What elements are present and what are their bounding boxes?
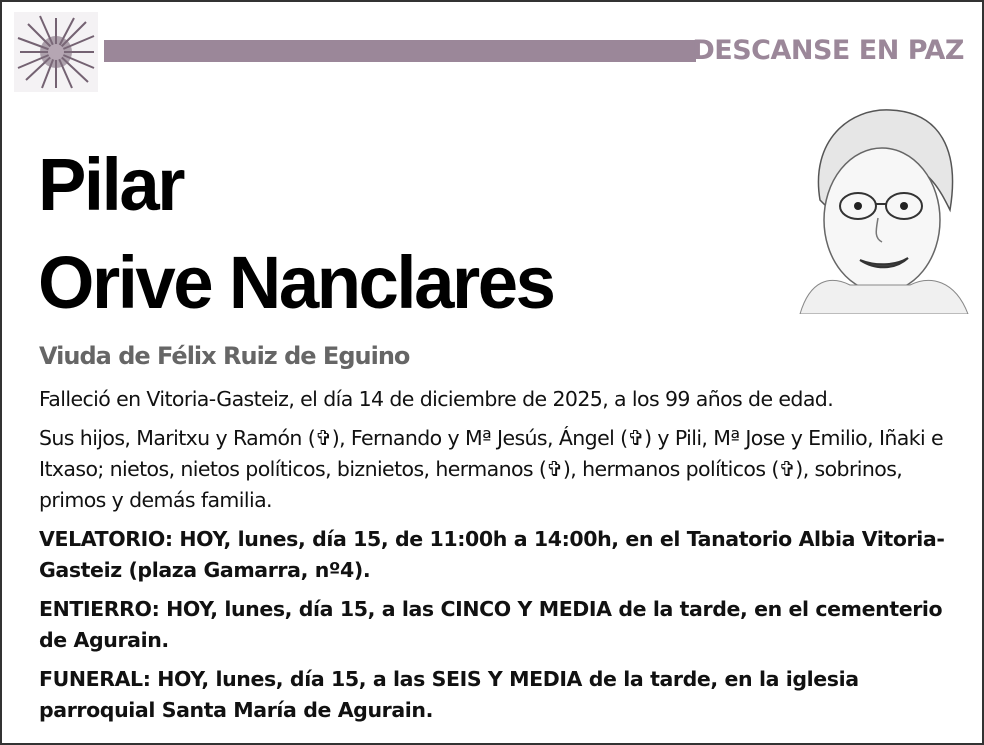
header-title: DESCANSE EN PAZ [692, 35, 964, 66]
funeral-info: FUNERAL: HOY, lunes, día 15, a las SEIS Y MEDIA de la tarde, en la iglesia parroquial Santa María de Agurain. [39, 667, 859, 722]
obituary-body [39, 384, 969, 734]
flower-icon [14, 12, 98, 92]
first-name: Pilar [38, 143, 183, 226]
portrait-photo [790, 100, 970, 314]
header-bar [104, 40, 696, 62]
entierro-info: ENTIERRO: HOY, lunes, día 15, a las CINCO Y MEDIA de la tarde, en el cementerio de Agurain. [39, 597, 943, 652]
relation-subtitle: Viuda de Félix Ruiz de Eguino [39, 342, 410, 370]
death-notice: Falleció en Vitoria-Gasteiz, el día 14 de diciembre de 2025, a los 99 años de edad. [39, 387, 834, 411]
family-list: Sus hijos, Maritxu y Ramón (✞), Fernando y Mª Jesús, Ángel (✞) y Pili, Mª Jose y Emilio, Iñaki e Itxaso; nietos, nietos políticos, biznietos, hermanos (✞), hermanos políticos (✞), sobrinos, primos y demás familia. [39, 426, 944, 512]
deceased-name [38, 136, 564, 332]
velatorio-info: VELATORIO: HOY, lunes, día 15, de 11:00h a 14:00h, en el Tanatorio Albia Vitoria-Gasteiz (plaza Gamarra, nº4). [39, 527, 945, 582]
surnames: Orive Nanclares [38, 241, 554, 324]
